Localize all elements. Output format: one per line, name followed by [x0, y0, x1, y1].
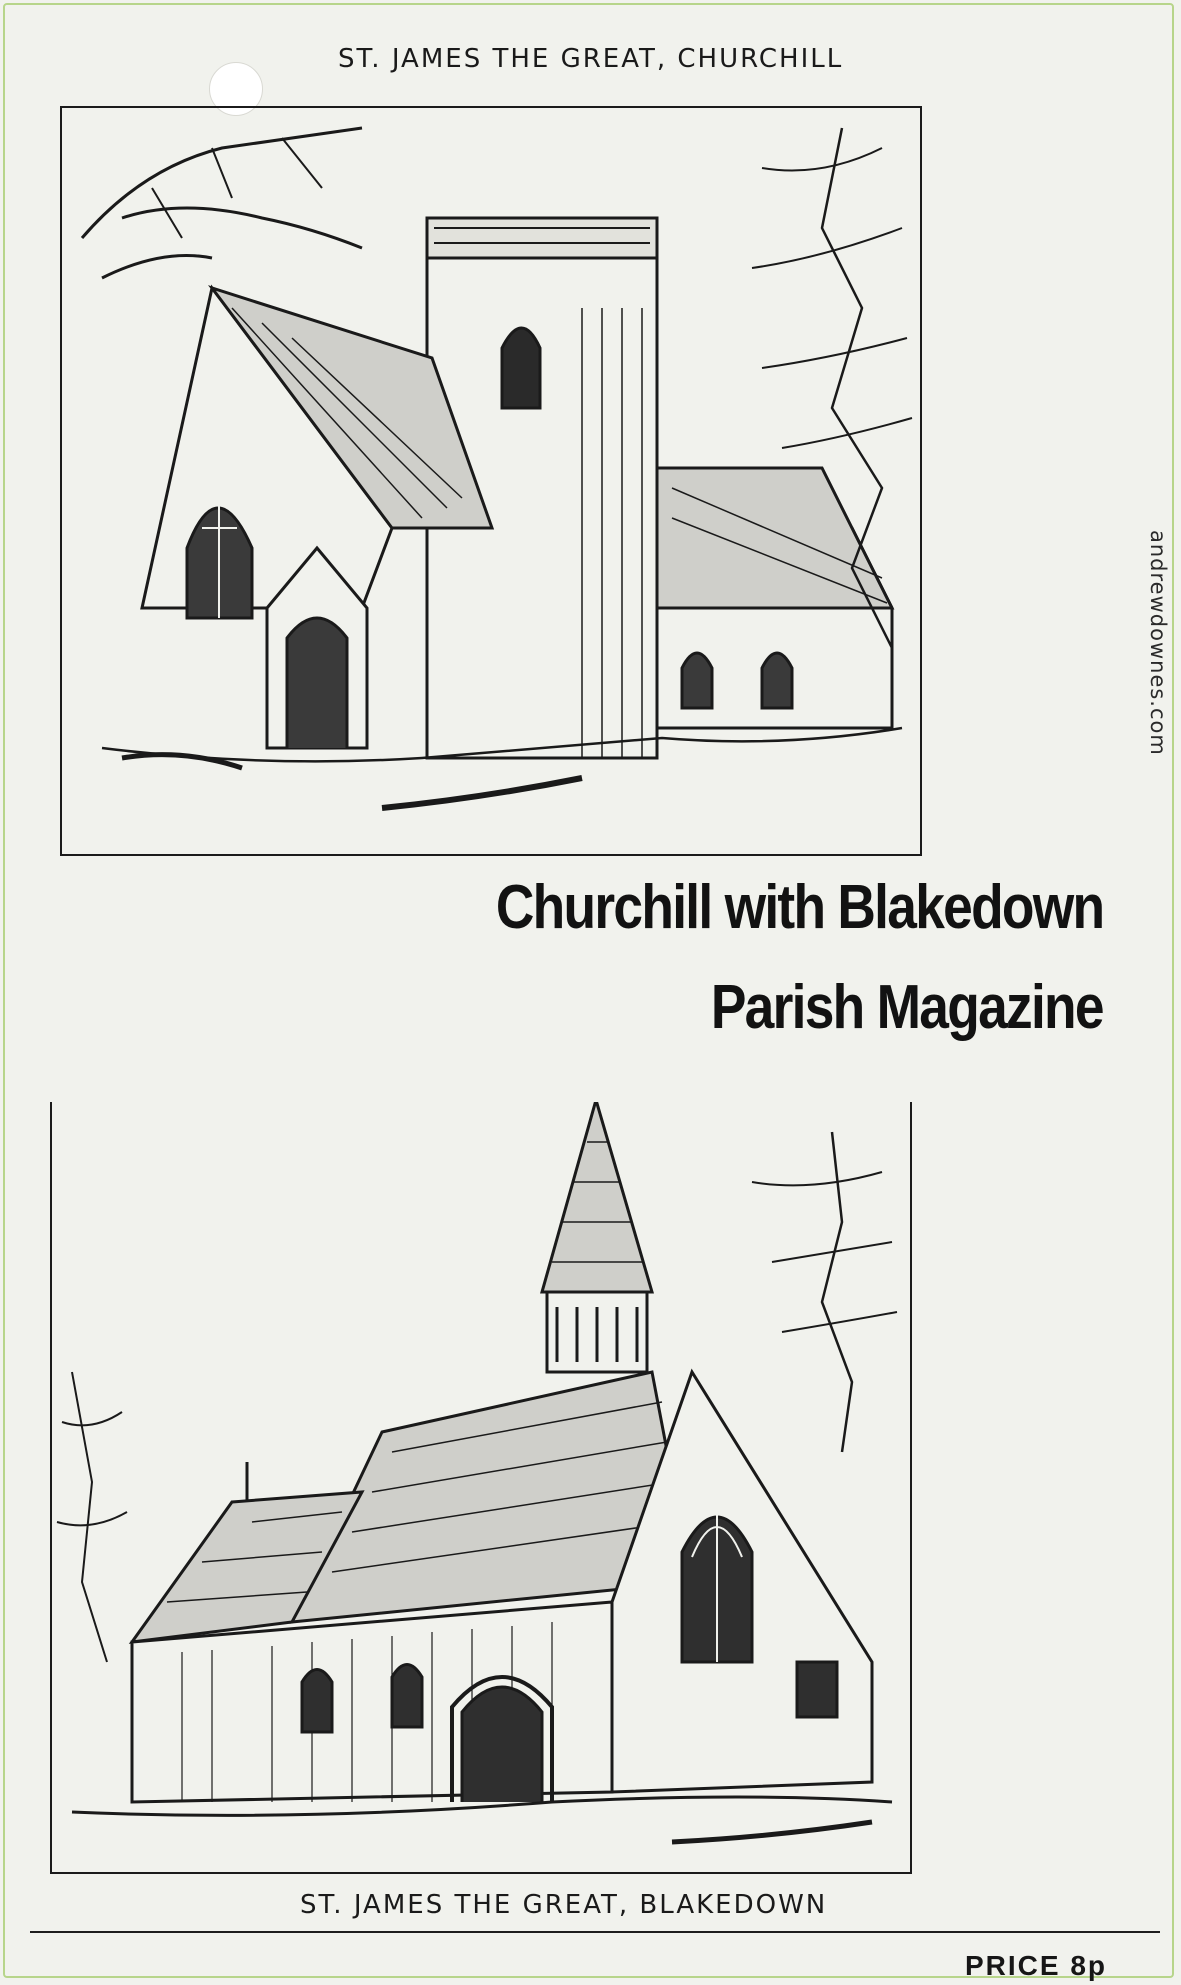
price-label: PRICE 8p — [965, 1950, 1108, 1981]
bottom-caption: ST. JAMES THE GREAT, BLAKEDOWN — [300, 1890, 828, 1920]
top-caption: ST. JAMES THE GREAT, CHURCHILL — [338, 44, 844, 74]
footer-rule — [30, 1931, 1160, 1933]
churchill-church-illustration — [60, 106, 922, 856]
watermark: andrewdownes.com — [1146, 530, 1170, 756]
magazine-title-line-1: Churchill with Blakedown — [495, 873, 1103, 942]
magazine-title-line-2: Parish Magazine — [710, 973, 1103, 1042]
blakedown-church-illustration — [50, 1102, 912, 1874]
